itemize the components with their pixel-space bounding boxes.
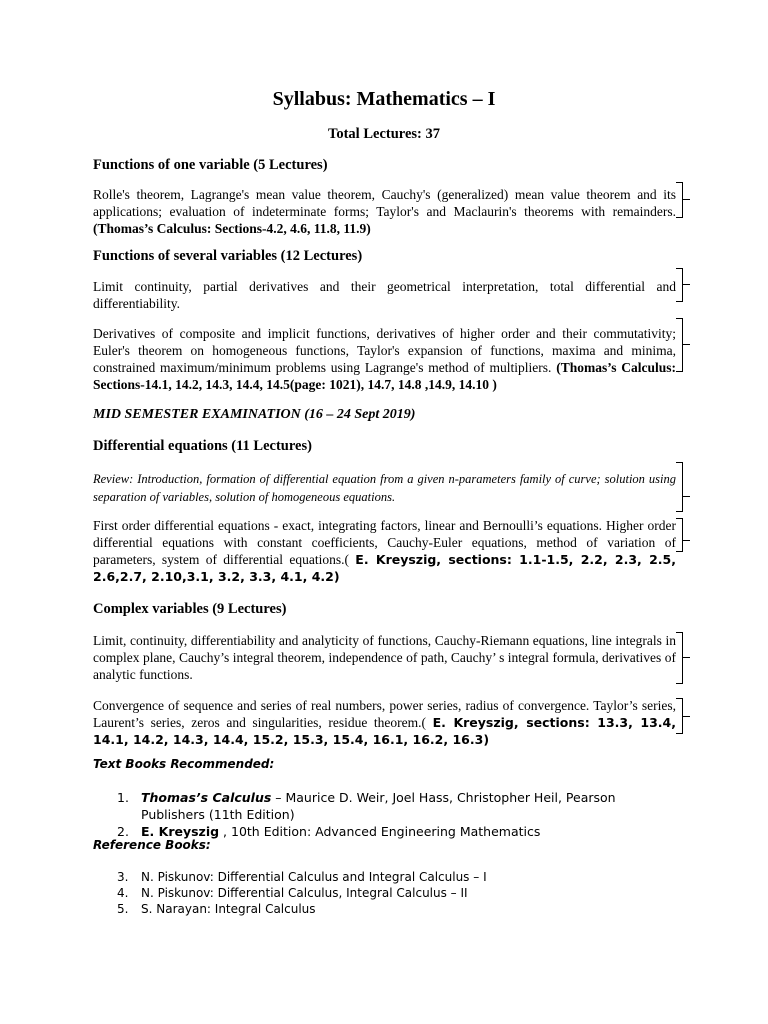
text-books-list xyxy=(117,789,637,840)
reference-text: E. Kreyszig, sections: 13.3, 13.4, 14.1, 14.2, 14.3, 14.4, 15.2, 15.3, 15.4, 16.1, 16.2, 16.3) xyxy=(93,715,676,747)
page-title: Syllabus: Mathematics – I xyxy=(272,88,496,110)
bracket-tick xyxy=(682,284,690,285)
bracket-tick xyxy=(682,199,690,200)
list-item: 5. S. Narayan: Integral Calculus xyxy=(117,902,316,916)
text-books-heading: Text Books Recommended: xyxy=(93,757,275,771)
bracket-tick xyxy=(682,540,690,541)
section-paragraph: Rolle's theorem, Lagrange's mean value theorem, Cauchy's (generalized) mean value theorem and its applications; evaluation of indeterminate forms; Taylor's and Maclaurin's theorems with remainders. (Thomas’s Calculus: Sections-4.2, 4.6, 11.8, 11.9) xyxy=(93,187,676,236)
list-item: 1. Thomas’s Calculus – Maurice D. Weir, Joel Hass, Christopher Heil, Pearson Publishers (11th Edition) xyxy=(117,790,616,822)
bracket xyxy=(676,518,683,552)
section-heading-several-variables: Functions of several variables (12 Lectures) xyxy=(93,248,363,264)
bracket-tick xyxy=(682,716,690,717)
bracket xyxy=(676,182,683,218)
section-heading-one-variable: Functions of one variable (5 Lectures) xyxy=(93,157,328,173)
section-heading-complex-variables: Complex variables (9 Lectures) xyxy=(93,601,287,617)
bracket xyxy=(676,462,683,512)
bracket-tick xyxy=(682,657,690,658)
section-paragraph: Derivatives of composite and implicit functions, derivatives of higher order and their commutativity; Euler's theorem on homogeneous functions, Taylor's expansion of functions, maxima and minima, constrained maximum/minimum problems using Lagrange's method of multipliers. (Thomas’s Calculus: Sections-14.1, 14.2, 14.3, 14.4, 14.5(page: 1021), 14.7, 14.8 ,14.9, 14.10 ) xyxy=(93,326,676,392)
section-paragraph: Review: Introduction, formation of differential equation from a given n-parameters family of curve; solution using separation of variables, solution of homogeneous equations. xyxy=(93,472,676,504)
bracket xyxy=(676,318,683,372)
bracket-tick xyxy=(682,496,690,497)
reference-text: E. Kreyszig, sections: 1.1-1.5, 2.2, 2.3, 2.5, 2.6,2.7, 2.10,3.1, 3.2, 3.3, 4.1, 4.2) xyxy=(93,552,676,584)
reference-books-heading: Reference Books: xyxy=(93,838,211,852)
bracket xyxy=(676,268,683,302)
section-heading-differential-equations: Differential equations (11 Lectures) xyxy=(93,438,312,454)
list-item: 3. N. Piskunov: Differential Calculus and Integral Calculus – I xyxy=(117,870,487,884)
bracket xyxy=(676,632,683,684)
list-item: 2. E. Kreyszig , 10th Edition: Advanced Engineering Mathematics xyxy=(117,824,541,839)
reference-text: (Thomas’s Calculus: Sections-14.1, 14.2, 14.3, 14.4, 14.5(page: 1021), 14.7, 14.8 ,14.9, 14.10 ) xyxy=(93,360,676,392)
mid-semester-note: MID SEMESTER EXAMINATION (16 – 24 Sept 2019) xyxy=(93,407,416,422)
bracket-tick xyxy=(682,344,690,345)
list-item: 4. N. Piskunov: Differential Calculus, Integral Calculus – II xyxy=(117,886,468,900)
section-paragraph: Limit, continuity, differentiability and analyticity of functions, Cauchy-Riemann equations, line integrals in complex plane, Cauchy’s integral theorem, independence of path, Cauchy’ s integral formula, derivatives of analytic functions. xyxy=(93,633,676,682)
section-paragraph: Convergence of sequence and series of real numbers, power series, radius of convergence. Taylor’s series, Laurent’s series, zeros and singularities, residue theorem.( E. Kreyszig, sections: 13.3, 13.4, 14.1, 14.2, 14.3, 14.4, 15.2, 15.3, 15.4, 16.1, 16.2, 16.3) xyxy=(93,698,676,747)
section-paragraph: Limit continuity, partial derivatives and their geometrical interpretation, total differential and differentiability. xyxy=(93,279,676,311)
reference-text: (Thomas’s Calculus: Sections-4.2, 4.6, 11.8, 11.9) xyxy=(93,221,371,236)
reference-books-list xyxy=(117,869,637,917)
section-paragraph: First order differential equations - exact, integrating factors, linear and Bernoulli’s equations. Higher order differential equations with constant coefficients, Cauchy-Euler equations, method of variation of parameters, system of differential equations.( E. Kreyszig, sections: 1.1-1.5, 2.2, 2.3, 2.5, 2.6,2.7, 2.10,3.1, 3.2, 3.3, 4.1, 4.2) xyxy=(93,518,676,584)
total-lectures: Total Lectures: 37 xyxy=(328,126,440,142)
